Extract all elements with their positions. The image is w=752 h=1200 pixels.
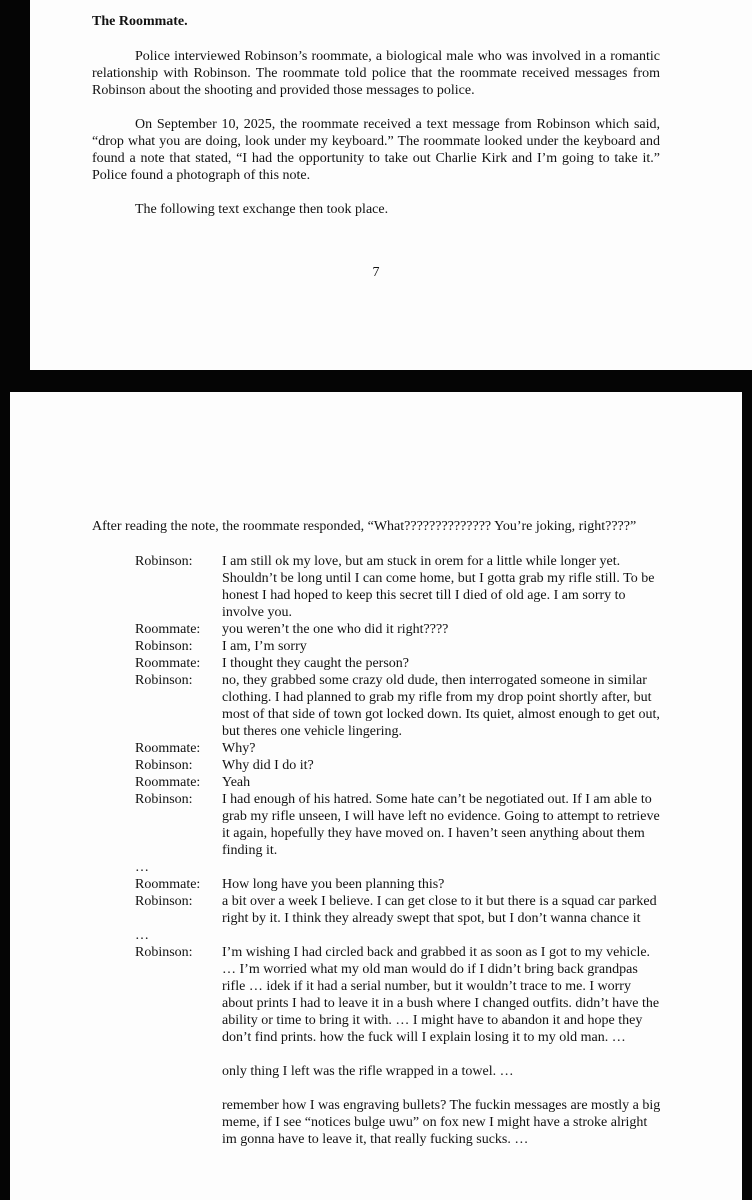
dialogue-text: a bit over a week I believe. I can get close to it but there is a squad car parked right by it. I think they already swept that spot, but I don’t wanna chance it bbox=[222, 894, 657, 926]
dialogue-row bbox=[135, 740, 662, 757]
dialogue-speaker: Robinson: bbox=[135, 639, 193, 654]
dialogue-row bbox=[135, 757, 662, 774]
dialogue-speaker: Roommate: bbox=[135, 656, 201, 671]
dialogue-speaker: Robinson: bbox=[135, 945, 193, 960]
dialogue-text: How long have you been planning this? bbox=[222, 877, 445, 892]
paragraph-roommate-intro: Police interviewed Robinson’s roommate, a biological male who was involved in a romantic relationship with Robinson. The roommate told police that the roommate received messages from Robinson about the shooting and provided those messages to police. bbox=[92, 49, 660, 98]
dialogue-text: you weren’t the one who did it right???? bbox=[222, 622, 449, 637]
dialogue-speaker: Roommate: bbox=[135, 741, 201, 756]
dialogue-text: Why did I do it? bbox=[222, 758, 314, 773]
document-page-8 bbox=[10, 392, 742, 1200]
dialogue-row bbox=[135, 876, 662, 893]
dialogue-row bbox=[135, 655, 662, 672]
dialogue-row bbox=[135, 927, 662, 944]
dialogue-row bbox=[135, 621, 662, 638]
dialogue-speaker: Roommate: bbox=[135, 775, 201, 790]
dialogue-row bbox=[135, 791, 662, 859]
dialogue-text: I thought they caught the person? bbox=[222, 656, 410, 671]
dialogue-row bbox=[135, 944, 662, 1046]
dialogue-row bbox=[135, 893, 662, 927]
dialogue-speaker: … bbox=[135, 860, 149, 875]
dialogue-speaker: Robinson: bbox=[135, 894, 193, 909]
dialogue-speaker: Robinson: bbox=[135, 673, 193, 688]
dialogue-row bbox=[135, 672, 662, 740]
dialogue-speaker: … bbox=[135, 928, 149, 943]
dialogue-row bbox=[135, 859, 662, 876]
dialogue-text: no, they grabbed some crazy old dude, then interrogated someone in similar clothing. I had planned to grab my rifle from my drop point shortly after, but most of that side of town got locked down. Its quiet, almost enough to get out, but theres one vehicle lingering. bbox=[222, 673, 660, 739]
paragraph-exchange-lead-in: The following text exchange then took place. bbox=[135, 202, 389, 217]
dialogue-speaker: Robinson: bbox=[135, 758, 193, 773]
dialogue-text: remember how I was engraving bullets? The fuckin messages are mostly a big meme, if I see “notices bulge uwu” on fox new I might have a stroke alright im gonna have to leave it, that really fucking sucks. … bbox=[222, 1098, 661, 1147]
dialogue-text: Yeah bbox=[222, 775, 251, 790]
paragraph-text-message: On September 10, 2025, the roommate received a text message from Robinson which said, “drop what you are doing, look under my keyboard.” The roommate looked under the keyboard and found a note that stated, “I had the opportunity to take out Charlie Kirk and I’m going to take it.” Police found a photograph of this note. bbox=[92, 117, 660, 183]
dialogue-row bbox=[135, 553, 662, 621]
dialogue-text: I am, I’m sorry bbox=[222, 639, 307, 654]
dialogue-speaker: Roommate: bbox=[135, 877, 201, 892]
dialogue-speaker: Robinson: bbox=[135, 554, 193, 569]
section-heading: The Roommate. bbox=[92, 14, 188, 29]
dialogue-row bbox=[135, 774, 662, 791]
dialogue-speaker: Roommate: bbox=[135, 622, 201, 637]
dialogue-text: I had enough of his hatred. Some hate can’t be negotiated out. If I am able to grab my rifle unseen, I will have left no evidence. Going to attempt to retrieve it again, hopefully they have moved on. I haven’t seen anything about them finding it. bbox=[222, 792, 660, 858]
dialogue-row bbox=[135, 1097, 662, 1148]
dialogue-text: I am still ok my love, but am stuck in orem for a little while longer yet. Shouldn’t be long until I can come home, but I gotta grab my rifle still. To be honest I had hoped to keep this secret till I died of old age. I am sorry to involve you. bbox=[222, 554, 655, 620]
document-page-7 bbox=[30, 0, 752, 370]
dialogue-row bbox=[135, 638, 662, 655]
intro-paragraph: After reading the note, the roommate responded, “What?????????????? You’re joking, right????” bbox=[92, 519, 637, 534]
dialogue-row bbox=[135, 1063, 662, 1080]
dialogue-list bbox=[135, 553, 662, 1148]
dialogue-speaker: Robinson: bbox=[135, 792, 193, 807]
dialogue-text: Why? bbox=[222, 741, 256, 756]
page-number: 7 bbox=[372, 265, 380, 280]
dialogue-text: I’m wishing I had circled back and grabbed it as soon as I got to my vehicle. … I’m worried what my old man would do if I didn’t bring back grandpas rifle … idek if it had a serial number, but it wouldn’t trace to me. I worry about prints I had to leave it in a bush where I changed outfits. didn’t have the ability or time to bring it with. … I might have to abandon it and hope they don’t find prints. how the fuck will I explain losing it to my old man. … bbox=[222, 945, 660, 1045]
dialogue-text: only thing I left was the rifle wrapped in a towel. … bbox=[222, 1064, 514, 1079]
